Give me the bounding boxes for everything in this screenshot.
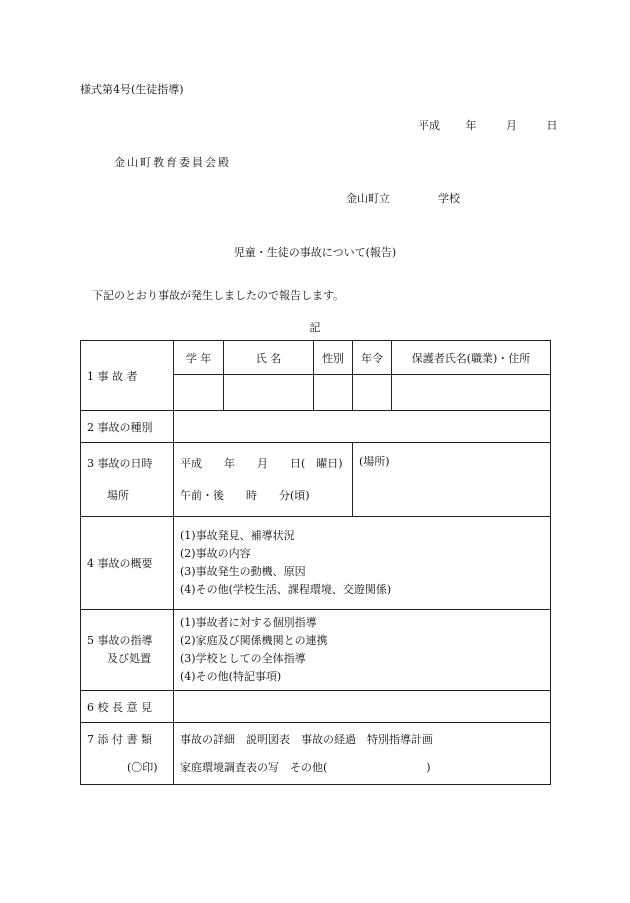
place-field[interactable] [353, 443, 551, 517]
label-attachments-a: 7 添 付 書 類 [87, 732, 152, 746]
row-summary [81, 517, 551, 610]
label-datetime-b: 場所 [107, 488, 129, 502]
guidance-item: (1)事故者に対する個別指導 [180, 616, 317, 629]
label-datetime [81, 443, 174, 517]
datetime-field[interactable] [174, 443, 353, 517]
header-sex: 性別 [314, 341, 353, 375]
guidance-item: (4)その他(特記事項) [180, 670, 282, 683]
attachments-field[interactable] [174, 723, 551, 785]
label-datetime-a: 3 事故の日時 [87, 456, 153, 470]
row-principal [81, 691, 551, 723]
label-summary: 4 事故の概要 [81, 517, 174, 610]
age-field[interactable] [353, 375, 392, 411]
label-guidance [81, 610, 174, 691]
school-suffix: 学校 [438, 192, 460, 205]
datetime-line1: 平成 年 月 日( 曜日) [180, 456, 343, 470]
label-principal: 6 校 長 意 見 [81, 691, 174, 723]
guidance-item: (3)学校としての全体指導 [180, 652, 306, 665]
row-type [81, 411, 551, 443]
summary-item: (1)事故発見、補導状況 [180, 529, 295, 542]
intro-text: 下記のとおり事故が発生しましたので報告します。 [92, 289, 345, 302]
sex-field[interactable] [314, 375, 353, 411]
row-person-header [81, 341, 551, 375]
attachments-line1: 事故の詳細 説明図表 事故の経過 特別指導計画 [180, 732, 433, 746]
report-title: 児童・生徒の事故について(報告) [233, 246, 397, 259]
header-grade: 学 年 [174, 341, 224, 375]
ki-heading: 記 [309, 321, 321, 334]
header-age: 年令 [353, 341, 392, 375]
report-table [80, 340, 551, 785]
attachments-line2: 家庭環境調査表の写 その他( ) [180, 760, 431, 774]
datetime-line2: 午前・後 時 分(頃) [180, 488, 310, 502]
summary-item: (2)事故の内容 [180, 547, 251, 560]
date-line [418, 120, 558, 131]
school-prefix: 金山町立 [346, 192, 390, 205]
label-person: 1 事 故 者 [81, 341, 174, 411]
grade-field[interactable] [174, 375, 224, 411]
place-label: (場所) [359, 455, 390, 468]
label-attachments-mark: (〇印) [127, 760, 158, 774]
label-guidance-a: 5 事故の指導 [87, 634, 153, 647]
guidance-item: (2)家庭及び関係機関との連携 [180, 634, 328, 647]
date-day: 日 [546, 119, 558, 132]
guidance-field[interactable] [174, 610, 551, 691]
summary-field[interactable] [174, 517, 551, 610]
date-year: 年 [465, 119, 477, 132]
addressee: 金山町教育委員会殿 [114, 156, 231, 169]
label-guidance-b: 及び処置 [107, 652, 151, 665]
summary-item: (3)事故発生の動機、原因 [180, 565, 306, 578]
name-field[interactable] [224, 375, 314, 411]
row-datetime [81, 443, 551, 517]
type-field[interactable] [174, 411, 551, 443]
summary-item: (4)その他(学校生活、課程環境、交遊関係) [180, 583, 392, 596]
principal-field[interactable] [174, 691, 551, 723]
date-era: 平成 [418, 119, 440, 132]
header-name: 氏 名 [224, 341, 314, 375]
date-month: 月 [506, 119, 517, 132]
form-id: 様式第4号(生徒指導) [80, 83, 184, 96]
label-attachments [81, 723, 174, 785]
guardian-field[interactable] [392, 375, 551, 411]
row-attachments [81, 723, 551, 785]
header-guardian: 保護者氏名(職業)・住所 [392, 341, 551, 375]
label-type: 2 事故の種別 [81, 411, 174, 443]
school-line [346, 193, 460, 204]
row-guidance [81, 610, 551, 691]
